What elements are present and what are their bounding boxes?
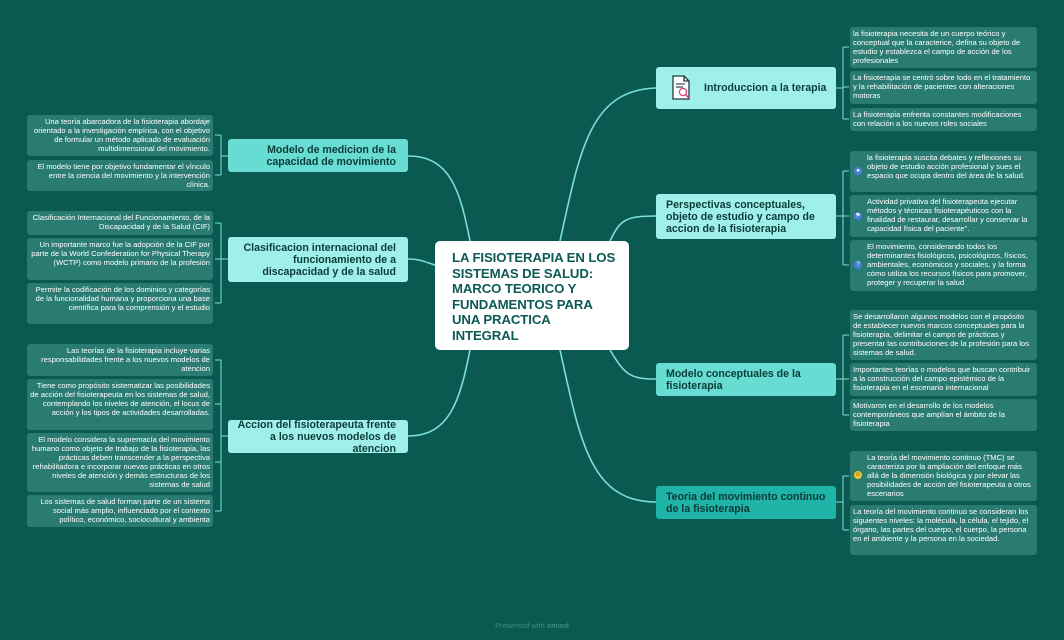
topic-perspectivas[interactable]: [656, 194, 836, 239]
note-accion-2[interactable]: Tiene como propósito sistematizar las posibilidades de acción del fisioterapeuta en los sistemas de salud, contemplando los niveles de atención, el locus de acción y los tipos de actividades desarrolladas.: [27, 379, 213, 430]
connector-central-modelo-medicion: [408, 156, 470, 241]
topic-modelo-medicion[interactable]: [228, 139, 408, 172]
footer-credit: Presented with xmind: [495, 621, 569, 630]
note-teoria-movimiento-1[interactable]: ☺ La teoría del movimiento continuo (TMC) se caracteriza por la ampliación del enfoque más allá de la dimensión biológica y por elevar las posibilidades de acción del fisioterapeuta a otros escenarios: [850, 451, 1037, 501]
topic-teoria-movimiento[interactable]: [656, 486, 836, 519]
topic-label: Modelo de medicion de la capacidad de movimiento: [266, 143, 396, 168]
note-modelo-medicion-1[interactable]: Una teoría abarcadora de la fisioterapia abordaje orientado a la investigación empírica, con el objetivo de formular un método aplicado de evaluación multidimensional del movimiento.: [27, 115, 213, 156]
note-perspectivas-1[interactable]: ● la fisioterapia suscita debates y reflexiones su objeto de estudio acción profesional y sues el espacio que ocupa dentro del área de la salud.: [850, 151, 1037, 192]
note-modelo-conceptuales-3[interactable]: Motivaron en el desarrollo de los modelos contemporáneos que amplían el ámbito de la fisioterapia: [850, 399, 1037, 431]
topic-label: Accion del fisioterapeuta frente a los nuevos modelos de atencion: [237, 418, 396, 455]
note-modelo-conceptuales-2[interactable]: Importantes teorías o modelos que buscan contribuir a la construcción del campo epistémico de la fisioterapia en el escenario internacional: [850, 363, 1037, 396]
note-introduccion-2[interactable]: La fisioterapia se centró sobre todo en el tratamiento y la rehabilitación de pacientes con alteraciones motoras: [850, 71, 1037, 104]
topic-label: Modelo conceptuales de la fisioterapia: [666, 367, 801, 392]
note-accion-4[interactable]: Los sistemas de salud forman parte de un sistema social más amplio, influenciado por el contexto político, económico, sociocultural y ambienta: [27, 495, 213, 527]
xmind-brand: xmind: [546, 621, 569, 630]
topic-clasificacion-cif[interactable]: [228, 237, 408, 282]
question-icon: ?: [854, 261, 862, 269]
note-clasificacion-cif-2[interactable]: Un importante marco fue la adopción de la CIF por parte de la World Confederation for Physical Therapy (WCTP) como modelo primario de la profesión: [27, 238, 213, 280]
topic-label: Clasificacion internacional del funcionamiento de a discapacidad y de la salud: [243, 241, 396, 278]
note-accion-1[interactable]: Las teorías de la fisioterapia incluye varias responsabilidades frente a los nuevos modelos de atencion: [27, 344, 213, 376]
note-perspectivas-2[interactable]: ⚑ Actividad privativa del fisioterapeuta ejecutar métodos y técnicas fisioterapéuticos con la finalidad de restaurar, desarrollar y conservar la capacidad física del paciente".: [850, 195, 1037, 237]
topic-label: Introduccion a la terapia: [704, 82, 827, 94]
note-clasificacion-cif-3[interactable]: Permite la codificación de los dominios y categorías de la funcionalidad humana y proporciona una base científica para la comprensión y el estudio: [27, 283, 213, 324]
document-search-icon: [670, 75, 694, 101]
note-modelo-conceptuales-1[interactable]: Se desarrollaron algunos modelos con el propósito de establecer nuevos marcos conceptuales para la fisioterapia, delimitar el campo de prácticas y presentar las contribuciones de la profesión para los sistemas de salud.: [850, 310, 1037, 360]
central-topic[interactable]: [435, 241, 629, 350]
connector-central-modelo-conceptuales: [610, 350, 656, 379]
smiley-icon: ☺: [854, 472, 862, 478]
topic-introduccion[interactable]: [656, 67, 836, 109]
person-icon: ●: [854, 167, 862, 175]
note-modelo-medicion-2[interactable]: El modelo tiene por objetivo fundamentar el vínculo entre la ciencia del movimiento y la intervención clínica.: [27, 160, 213, 191]
topic-label: Perspectivas conceptuales, objeto de estudio y campo de accion de la fisioterapia: [666, 198, 815, 235]
central-topic-title: LA FISIOTERAPIA EN LOS SISTEMAS DE SALUD: MARCO TEORICO Y FUNDAMENTOS PARA UNA PRACTICA INTEGRAL: [452, 250, 616, 343]
note-perspectivas-3[interactable]: ? El movimiento, considerando todos los determinantes fisiológicos, psicológicos, físicos, ambientales, económicos y sociales, y la forma cómo utiliza los recursos físicos para promover, proteger y recuperar la salud: [850, 240, 1037, 291]
note-accion-3[interactable]: El modelo considera la supremacía del movimiento humano como objeto de trabajo de la fisioterapia, las prácticas deben transcender a la perspectiva rehabilitadora e incorporar nuevas prácticas en otros niveles de atención y demás estructuras de los sistemas de salud: [27, 433, 213, 492]
topic-accion-fisioterapeuta[interactable]: [228, 420, 408, 453]
connector-central-clasificacion: [408, 259, 435, 265]
topic-modelo-conceptuales[interactable]: [656, 363, 836, 396]
note-clasificacion-cif-1[interactable]: Clasificación Internacional del Funcionamiento, de la Discapacidad y de la Salud (CIF): [27, 211, 213, 235]
topic-label: Teoria del movimiento continuo de la fisioterapia: [666, 490, 826, 515]
note-teoria-movimiento-2[interactable]: La teoría del movimiento continuo se consideran los siguientes niveles: la molécula, la célula, el tejido, el órgano, las partes del cuerpo, el cuerpo, la persona en el ambiente y la persona en la sociedad.: [850, 505, 1037, 555]
note-introduccion-3[interactable]: La fisioterapia enfrenta constantes modificaciones con relación a los nuevos roles sociales: [850, 108, 1037, 131]
connector-central-perspectivas: [610, 216, 656, 241]
note-introduccion-1[interactable]: la fisioterapia necesita de un cuerpo teórico y conceptual que la caracterice, defina su objeto de estudio y establezca el campo de acción de los profesionales: [850, 27, 1037, 68]
connector-central-introduccion: [560, 88, 656, 241]
connector-central-teoria: [560, 350, 656, 502]
connector-central-accion: [408, 350, 470, 436]
flag-icon: ⚑: [855, 213, 861, 219]
